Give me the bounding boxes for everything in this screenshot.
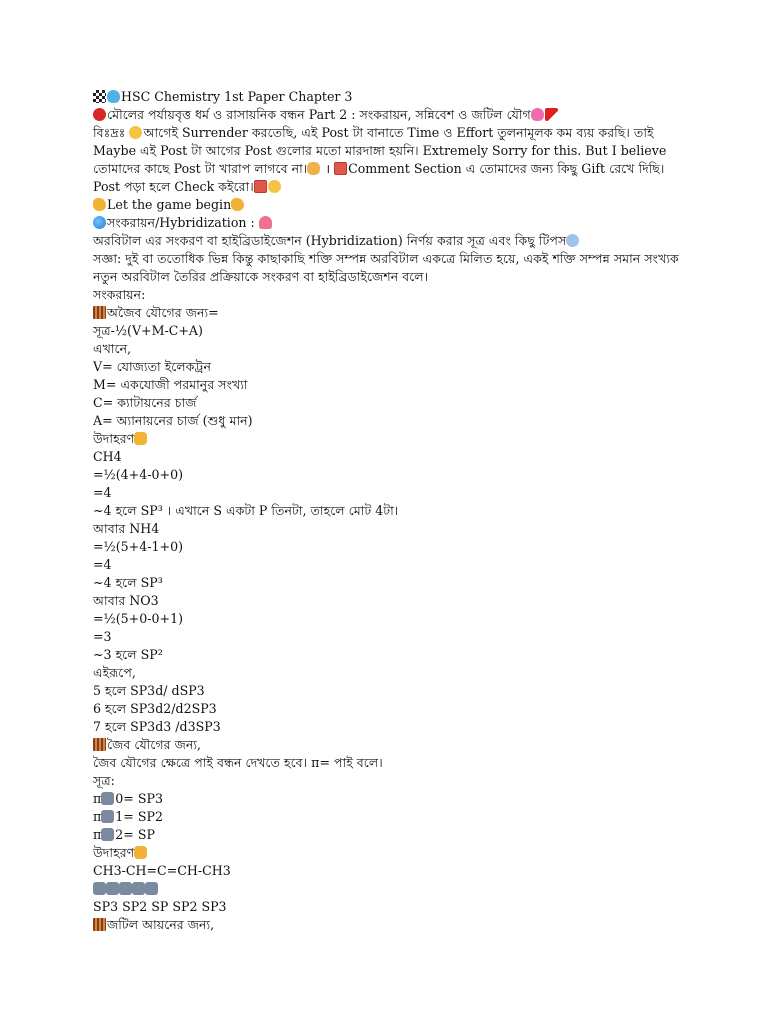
- down-arrows-row: [93, 880, 683, 898]
- rule-6: 6 হলে SP3d2/d2SP3: [93, 701, 217, 716]
- right-arrow-icon: [101, 810, 114, 823]
- calc-result: =4: [93, 557, 112, 572]
- globe-icon: [93, 216, 106, 229]
- pointing-right-icon: [134, 432, 147, 445]
- hybrid-sequence: SP3 SP2 SP SP2 SP3: [93, 899, 227, 914]
- note-label: বিঃদ্রঃ: [93, 125, 126, 140]
- pointing-right-icon: [134, 846, 147, 859]
- right-arrow-icon: [101, 828, 114, 841]
- hybridization-heading: [93, 214, 683, 232]
- note-text: আগেই Surrender করতেছি, এই Post টা বানাতে Time ও Effort তুলনামূলক কম ব্যয় করছি। তাই Maybe এই Post টা আগের Post গুলোর মতো মারদাঙ্গা হয়নি। Extremely Sorry for this. But I believe তোমাদের কাছে Post টা খারাপ লাগবে না।: [93, 125, 667, 176]
- def-v: V= যোজ্যতা ইলেকট্রন: [93, 359, 211, 374]
- example-heading: উদাহরণ: [93, 430, 683, 448]
- folded-hands-icon: [307, 162, 320, 175]
- gift-icon: [254, 180, 267, 193]
- pi-rule-1: π 1= SP2: [93, 809, 163, 824]
- post-title-line: [93, 88, 683, 106]
- definition-paragraph: [93, 250, 683, 286]
- example-nh4: আবার NH4: [93, 521, 160, 536]
- abacus-icon: [93, 738, 106, 751]
- chapter-title: মৌলের পর্যায়বৃত্ত ধর্ম ও রাসায়নিক বন্ধন Part 2 : সংকরায়ন, সন্নিবেশ ও জটিল যৌগ: [107, 107, 531, 122]
- game-line: [93, 196, 683, 214]
- calc-result: =3: [93, 629, 112, 644]
- post-title: HSC Chemistry 1st Paper Chapter 3: [121, 89, 353, 104]
- result-line: ~4 হলে SP³: [93, 575, 163, 590]
- result-line: ~3 হলে SP²: [93, 647, 163, 662]
- smiling-face-icon: [268, 180, 281, 193]
- def-m: M= একযোজী পরমানুর সংখ্যা: [93, 377, 248, 392]
- comment-text: Comment Section এ তোমাদের জন্য কিছু Gift রেখে দিছি। Post পড়া হলে Check কইরো।: [93, 161, 665, 194]
- red-flag-icon: [545, 108, 558, 121]
- example-heading: উদাহরণ: [93, 844, 683, 862]
- game-text: Let the game begin: [107, 197, 232, 212]
- example-ch4: CH4: [93, 449, 122, 464]
- down-arrow-icon: [132, 882, 145, 895]
- down-arrow-icon: [93, 882, 106, 895]
- abacus-icon: [93, 918, 106, 931]
- gift-icon: [334, 162, 347, 175]
- abacus-icon: [93, 306, 106, 319]
- inorganic-heading: অজৈব যৌগের জন্য=: [93, 304, 683, 322]
- organic-heading: জৈব যৌগের জন্য,: [93, 736, 683, 754]
- where-line: এখানে,: [93, 341, 132, 356]
- def-c: C= ক্যাটায়নের চার্জ: [93, 395, 197, 410]
- chapter-line: [93, 106, 683, 124]
- hybridization-title: সংকরায়ন/Hybridization :: [107, 215, 255, 230]
- calc-result: =4: [93, 485, 112, 500]
- likewise-line: এইরূপে,: [93, 665, 136, 680]
- calc-line: =½(5+0-0+1): [93, 611, 183, 626]
- rule-7: 7 হলে SP3d3 /d3SP3: [93, 719, 221, 734]
- formula-intro: অরবিটাল এর সংকরণ বা হাইব্রিডাইজেশন (Hybridization) নির্ণয় করার সূত্র এবং কিছু টিপস: [93, 233, 567, 248]
- pi-rule-2: π 2= SP: [93, 827, 155, 842]
- blue-heart-icon: [107, 90, 120, 103]
- result-line: ~4 হলে SP³ । এখানে S একটা P তিনটা, তাহলে মোট 4টা।: [93, 503, 399, 518]
- right-arrow-icon: [101, 792, 114, 805]
- calc-line: =½(4+4-0+0): [93, 467, 183, 482]
- flexed-biceps-icon: [231, 198, 244, 211]
- bouquet-icon: [259, 216, 272, 229]
- pink-heart-icon: [531, 108, 544, 121]
- down-arrow-icon: [106, 882, 119, 895]
- section-label: সংকরায়ন:: [93, 287, 146, 302]
- rule-5: 5 হলে SP3d/ dSP3: [93, 683, 205, 698]
- complex-heading: জটিল আয়নের জন্য,: [93, 916, 683, 934]
- example-no3: আবার NO3: [93, 593, 159, 608]
- organic-note: জৈব যৌগের ক্ষেত্রে পাই বন্ধন দেখতে হবে। π= পাই বলে।: [93, 755, 383, 770]
- checkered-flag-icon: [93, 90, 106, 103]
- unamused-face-icon: [129, 126, 142, 139]
- pi-rule-0: π 0= SP3: [93, 791, 163, 806]
- def-a: A= অ্যানায়নের চার্জ (শুধু মান): [93, 413, 253, 428]
- formula-label: সূত্র:: [93, 773, 115, 788]
- post-body: [93, 88, 683, 934]
- down-arrow-icon: [145, 882, 158, 895]
- definition-text: সজ্ঞা: দুই বা ততোধিক ভিন্ন কিন্তু কাছাকাছি শক্তি সম্পন্ন অরবিটাল একত্রে মিলিত হয়ে, একই শক্তি সম্পন্ন সমান সংখ্যক নতুন অরবিটাল তৈরির প্রক্রিয়াকে সংকরণ বা হাইব্রিডাইজেশন বলে।: [93, 251, 679, 284]
- flexed-biceps-icon: [93, 198, 106, 211]
- formula-line: সূত্র-½(V+M-C+A): [93, 323, 203, 338]
- formula-intro-line: [93, 232, 683, 250]
- calc-line: =½(5+4-1+0): [93, 539, 183, 554]
- down-arrow-icon: [119, 882, 132, 895]
- note-paragraph: বিঃদ্রঃ আগেই Surrender করতেছি, এই Post টা বানাতে Time ও Effort তুলনামূলক কম ব্যয় করছি। তাই Maybe এই Post টা আগের Post গুলোর মতো মারদাঙ্গা হয়নি। Extremely Sorry for this. But I believe তোমাদের কাছে Post টা খারাপ লাগবে না। । Comment Section এ তোমাদের জন্য কিছু Gift রেখে দিছি। Post পড়া হলে Check কইরো।: [93, 125, 667, 194]
- red-circle-icon: [93, 108, 106, 121]
- organic-example: CH3-CH=C=CH-CH3: [93, 863, 231, 878]
- screaming-face-icon: [566, 234, 579, 247]
